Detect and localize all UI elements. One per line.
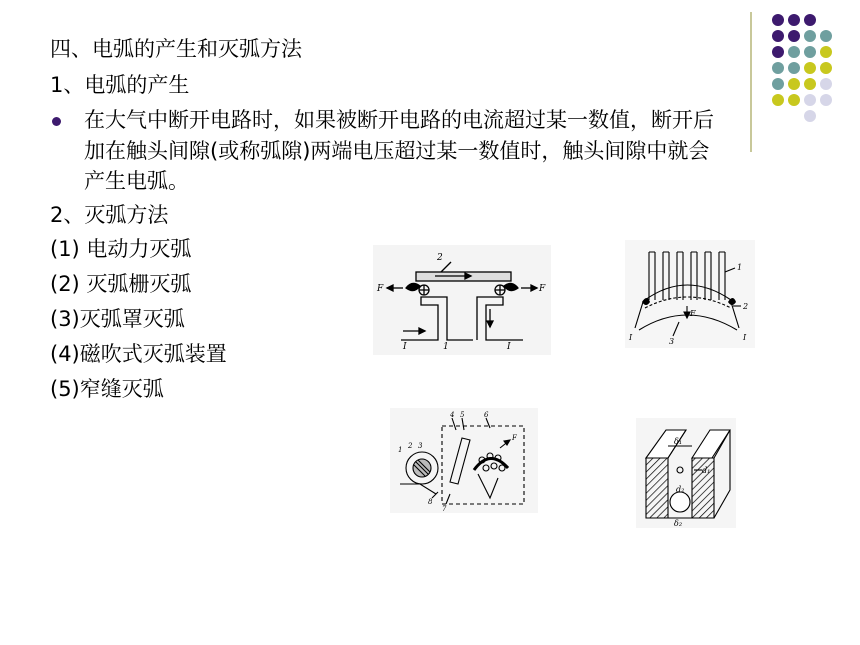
fig4-label-b2: δ₂ [674, 519, 683, 528]
method-item-5: (5)窄缝灭弧 [50, 377, 164, 401]
figure-narrow-slot [636, 418, 736, 528]
decoration-dot [788, 30, 800, 42]
fig2-label-3: 3 [669, 337, 675, 346]
fig3-label-8: 8 [428, 498, 433, 506]
bullet-line-2: 加在触头间隙(或称弧隙)两端电压超过某一数值时，触头间隙中就会 [84, 139, 710, 163]
decoration-dot [804, 78, 816, 90]
fig3-label-6: 6 [484, 411, 489, 419]
slide-title: 四、电弧的产生和灭弧方法 [50, 37, 302, 61]
fig3-label-7: 7 [442, 505, 447, 513]
fig3-label-1: 1 [398, 446, 403, 454]
decoration-dot [804, 110, 816, 122]
fig4-label-b1: δ₁ [674, 437, 683, 446]
decoration-dot [772, 46, 784, 58]
fig4-label-d2: d₂ [676, 485, 685, 494]
fig3-label-force: F [512, 434, 517, 442]
decoration-dot [804, 62, 816, 74]
figure-electrodynamic [373, 245, 551, 355]
fig2-label-force: F [690, 309, 696, 318]
fig2-label-current-left: I [629, 333, 633, 342]
decoration-dot [804, 30, 816, 42]
fig2-label-1: 1 [737, 263, 743, 272]
method-item-1: (1) 电动力灭弧 [50, 237, 192, 261]
decoration-dot [788, 94, 800, 106]
decoration-dot [820, 62, 832, 74]
decoration-dot [788, 62, 800, 74]
fig1-label-force-right: F [539, 284, 546, 294]
fig3-label-5: 5 [460, 411, 465, 419]
bullet-line-1: 在大气中断开电路时，如果被断开电路的电流超过某一数值，断开后 [84, 108, 714, 132]
decoration-dot [772, 78, 784, 90]
bullet-dot [52, 117, 61, 126]
decoration-dot [772, 14, 784, 26]
decoration-dot [804, 94, 816, 106]
fig1-label-force-left: F [377, 284, 384, 294]
decoration-dot [788, 14, 800, 26]
decoration-dot [804, 46, 816, 58]
decoration-dot [820, 94, 832, 106]
method-item-3: (3)灭弧罩灭弧 [50, 307, 185, 331]
figure-magnetic-blowout [390, 408, 538, 513]
figure-arc-grid [625, 240, 755, 348]
fig1-label-part: 1 [443, 342, 449, 352]
bullet-line-3: 产生电弧。 [84, 169, 189, 193]
method-item-4: (4)磁吹式灭弧装置 [50, 342, 227, 366]
fig2-label-current-right: I [743, 333, 747, 342]
decoration-dot [820, 78, 832, 90]
divider-line [750, 12, 752, 152]
decoration-dot [772, 62, 784, 74]
decoration-dot [772, 94, 784, 106]
fig3-label-3: 3 [418, 442, 423, 450]
fig2-label-2: 2 [743, 302, 749, 311]
decoration-dot [772, 30, 784, 42]
fig1-label-current-left: I [403, 342, 407, 352]
decoration-dot [820, 46, 832, 58]
method-item-2: (2) 灭弧栅灭弧 [50, 272, 192, 296]
fig1-label-top: 2 [437, 253, 443, 263]
decoration-dot [820, 30, 832, 42]
fig3-label-2: 2 [408, 442, 413, 450]
decoration-dot [788, 78, 800, 90]
section-heading-1: 1、电弧的产生 [50, 73, 190, 97]
section-heading-2: 2、灭弧方法 [50, 203, 169, 227]
decoration-dot [788, 46, 800, 58]
fig4-label-d1: d₁ [702, 466, 711, 475]
fig3-label-4: 4 [450, 411, 455, 419]
decoration-dot [804, 14, 816, 26]
fig1-label-current-right: I [507, 342, 511, 352]
